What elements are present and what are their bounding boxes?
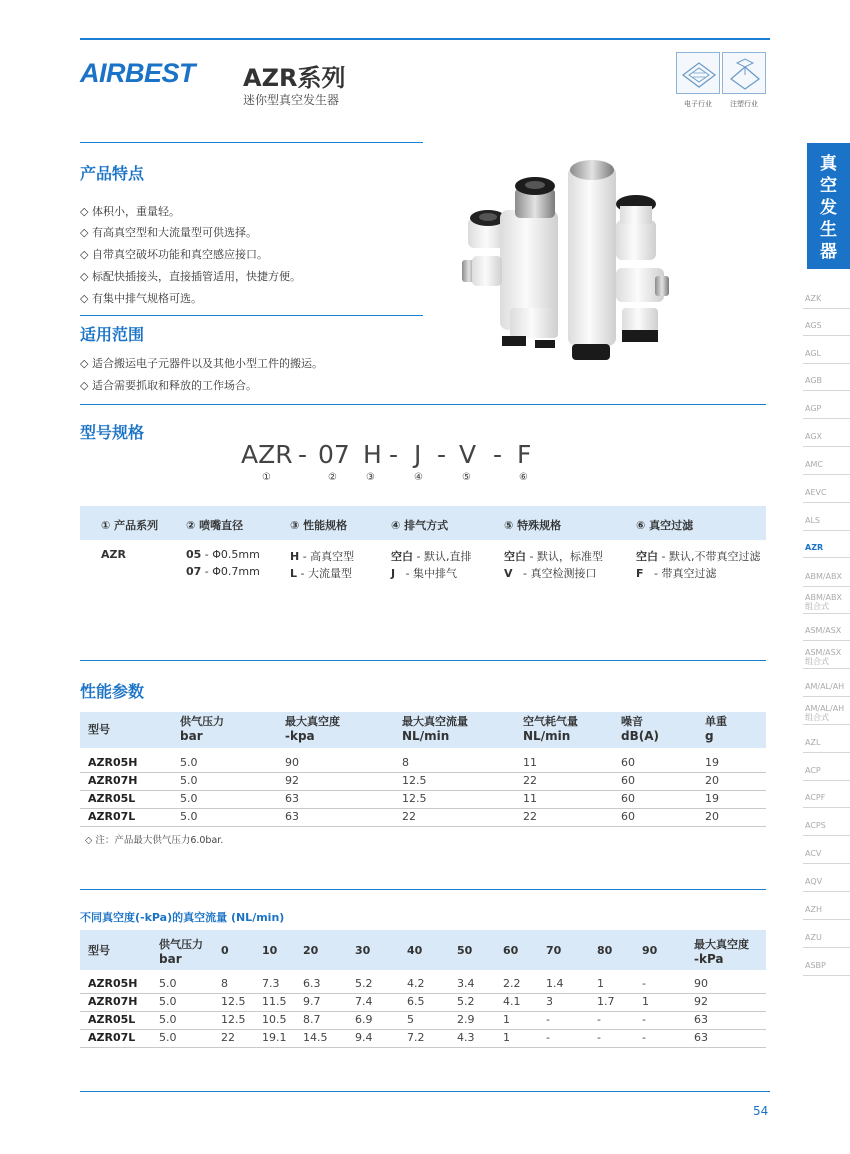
side-nav-divider [803, 640, 850, 641]
industry-label-molding: 注塑行业 [730, 100, 758, 108]
spec-option-code: V [504, 567, 513, 580]
perf-header [88, 722, 110, 737]
flow-cell: 12.5 [221, 995, 246, 1008]
perf-header-unit: NL/min [523, 729, 571, 743]
flow-header-unit: -kPa [694, 952, 724, 966]
flow-cell: 6.9 [355, 1013, 373, 1026]
perf-header [180, 714, 224, 744]
spec-series: AZR [101, 548, 126, 561]
flow-cell: 63 [694, 1013, 708, 1026]
spec-option-code: 空白 [636, 550, 658, 563]
feature-item: ◇ 体积小，重量轻。 [80, 205, 180, 218]
flow-cell: 1.4 [546, 977, 564, 990]
spec-option-code: J [391, 567, 396, 580]
flow-header [159, 937, 203, 967]
flow-model-cell: AZR05L [88, 1013, 136, 1026]
side-nav-item: ACV [805, 849, 822, 858]
spec-option-desc: - Φ0.5mm [201, 548, 260, 561]
flow-cell: 14.5 [303, 1031, 328, 1044]
tab-char: 器 [820, 242, 837, 262]
perf-cell: 60 [621, 756, 635, 769]
flow-cell: 7.4 [355, 995, 373, 1008]
model-code-part: H [363, 440, 382, 469]
side-nav-divider [803, 668, 850, 669]
perf-header [285, 714, 340, 744]
spec-option-desc: - 默认,直排 [413, 550, 472, 563]
model-spec-title: 型号规格 [80, 423, 145, 442]
flow-header-name: 70 [546, 944, 562, 957]
feature-item: ◇ 标配快插接头，直接插管适用，快捷方便。 [80, 270, 301, 283]
footnote: ◇ 注：产品最大供气压力6.0bar. [85, 835, 224, 846]
flow-cell: 11.5 [262, 995, 287, 1008]
side-nav-item: ASM/ASX 组合式 [805, 648, 842, 666]
flow-cell: 63 [694, 1031, 708, 1044]
flow-header-name: 30 [355, 944, 371, 957]
perf-header-name: 空气耗气量 [523, 715, 578, 728]
side-nav-divider [803, 780, 850, 781]
perf-cell: 12.5 [402, 774, 427, 787]
flow-header [694, 937, 749, 967]
flow-cell: 6.5 [407, 995, 425, 1008]
flow-cell: 1 [503, 1031, 510, 1044]
side-nav-item: AGL [805, 349, 821, 358]
flow-header-name: 20 [303, 944, 319, 957]
side-nav-divider [803, 919, 850, 920]
electronics-industry-icon [676, 52, 720, 94]
spec-option [391, 548, 471, 564]
row-divider [80, 790, 766, 791]
feature-item: ◇ 有集中排气规格可选。 [80, 292, 202, 305]
flow-cell: 19.1 [262, 1031, 287, 1044]
spec-header: ⑥ 真空过滤 [636, 519, 694, 532]
flow-header-name: 最大真空度 [694, 938, 749, 951]
flow-header-name: 40 [407, 944, 423, 957]
side-nav-item: AZR [805, 543, 824, 552]
model-code-part: F [517, 440, 532, 469]
flow-cell: 4.2 [407, 977, 425, 990]
flow-cell: 22 [221, 1031, 235, 1044]
side-nav-divider [803, 363, 850, 364]
flow-cell: 3 [546, 995, 553, 1008]
flow-header [457, 943, 472, 958]
side-nav-item: ACP [805, 766, 821, 775]
flow-header [262, 943, 277, 958]
flow-cell: 9.4 [355, 1031, 373, 1044]
spec-header: ⑤ 特殊规格 [504, 519, 562, 532]
side-nav-item: AM/AL/AH 组合式 [805, 704, 845, 722]
flow-cell: 1.7 [597, 995, 615, 1008]
flow-header [407, 943, 422, 958]
performance-title: 性能参数 [80, 682, 145, 701]
feature-item: ◇ 有高真空型和大流量型可供选择。 [80, 226, 257, 239]
scope-title: 适用范围 [80, 325, 145, 344]
perf-cell: 63 [285, 792, 299, 805]
flow-cell: 9.7 [303, 995, 321, 1008]
side-nav-item: ACPF [805, 793, 826, 802]
side-nav-item: ALS [805, 516, 821, 525]
flow-header-name: 80 [597, 944, 613, 957]
product-photo [440, 158, 690, 376]
model-code-mark: ④ [414, 472, 423, 483]
spec-option-code: L [290, 567, 298, 580]
side-nav-divider [803, 891, 850, 892]
spec-header: ④ 排气方式 [391, 519, 449, 532]
flow-cell: 5.0 [159, 1031, 177, 1044]
spec-option [636, 565, 716, 581]
flow-cell: 2.2 [503, 977, 521, 990]
flow-cell: 5.2 [355, 977, 373, 990]
section-rule [80, 315, 423, 316]
flow-cell: 7.2 [407, 1031, 425, 1044]
side-nav-divider [803, 835, 850, 836]
model-code-part: - [437, 440, 447, 469]
spec-option-code: H [290, 550, 300, 563]
section-rule [80, 889, 766, 890]
perf-model-cell: AZR07L [88, 810, 136, 823]
model-code-mark: ① [262, 472, 271, 483]
flow-cell: 3.4 [457, 977, 475, 990]
side-nav-item: AZL [805, 738, 821, 747]
spec-option-desc: - 默认,不带真空过滤 [658, 550, 761, 563]
flow-cell: 5.0 [159, 977, 177, 990]
perf-header-unit: -kpa [285, 729, 315, 743]
side-nav-divider [803, 446, 850, 447]
perf-cell: 5.0 [180, 792, 198, 805]
industry-label-electronics: 电子行业 [684, 100, 712, 108]
section-rule [80, 404, 766, 405]
flow-header-name: 60 [503, 944, 519, 957]
side-nav-divider [803, 863, 850, 864]
top-rule [80, 38, 770, 40]
perf-cell: 22 [402, 810, 416, 823]
perf-cell: 20 [705, 810, 719, 823]
perf-cell: 8 [402, 756, 409, 769]
side-nav-divider [803, 947, 850, 948]
flow-cell: - [642, 977, 646, 990]
spec-option [391, 565, 457, 581]
spec-option-desc: - 带真空过滤 [643, 567, 717, 580]
row-divider [80, 808, 766, 809]
perf-header-name: 噪音 [621, 715, 643, 728]
perf-header-unit: bar [180, 729, 203, 743]
perf-cell: 90 [285, 756, 299, 769]
side-nav-divider [803, 335, 850, 336]
side-nav-item: AMC [805, 460, 823, 469]
side-nav-item: AGB [805, 376, 823, 385]
flow-header-name: 10 [262, 944, 278, 957]
row-divider [80, 1047, 766, 1048]
flow-cell: - [597, 1013, 601, 1026]
flow-header-name: 型号 [88, 944, 110, 957]
flow-cell: 5.0 [159, 1013, 177, 1026]
spec-option [186, 565, 260, 578]
injection-molding-industry-icon [722, 52, 766, 94]
flow-cell: 1 [597, 977, 604, 990]
flow-cell: - [546, 1013, 550, 1026]
perf-cell: 22 [523, 774, 537, 787]
perf-cell: 19 [705, 792, 719, 805]
flow-model-cell: AZR07H [88, 995, 138, 1008]
perf-cell: 5.0 [180, 756, 198, 769]
side-nav-divider [803, 807, 850, 808]
flow-header [355, 943, 370, 958]
row-divider [80, 1011, 766, 1012]
side-nav-item: ASM/ASX [805, 626, 842, 635]
perf-header-name: 供气压力 [180, 715, 224, 728]
spec-option-desc: - Φ0.7mm [201, 565, 260, 578]
perf-header-name: 最大真空度 [285, 715, 340, 728]
side-nav-divider [803, 586, 850, 587]
side-nav-divider [803, 724, 850, 725]
flow-header [503, 943, 518, 958]
side-nav-divider [803, 752, 850, 753]
flow-cell: 10.5 [262, 1013, 287, 1026]
flow-cell: 90 [694, 977, 708, 990]
side-nav-item: AGX [805, 432, 823, 441]
spec-option-desc: - 集中排气 [395, 567, 458, 580]
spec-header: ③ 性能规格 [290, 519, 348, 532]
perf-header [523, 714, 578, 744]
side-nav-divider [803, 557, 850, 558]
spec-option-code: 空白 [391, 550, 413, 563]
flow-header-name: 50 [457, 944, 473, 957]
flow-header [221, 943, 229, 958]
flow-header-name: 90 [642, 944, 658, 957]
perf-cell: 22 [523, 810, 537, 823]
flow-table-title: 不同真空度(-kPa)的真空流量 (NL/min) [80, 911, 285, 924]
section-rule [80, 142, 423, 143]
flow-header [597, 943, 612, 958]
spec-option [636, 548, 760, 564]
model-code-mark: ⑥ [519, 472, 528, 483]
page-number: 54 [753, 1104, 769, 1118]
perf-cell: 20 [705, 774, 719, 787]
flow-cell: 12.5 [221, 1013, 246, 1026]
perf-model-cell: AZR05L [88, 792, 136, 805]
spec-header: ① 产品系列 [101, 519, 159, 532]
model-code-part: J [414, 440, 422, 469]
spec-option-desc: - 默认，标准型 [526, 550, 603, 563]
scope-item: ◇ 适合搬运电子元器件以及其他小型工件的搬运。 [80, 357, 323, 370]
spec-option-code: 05 [186, 548, 202, 561]
flow-cell: 6.3 [303, 977, 321, 990]
flow-cell: - [642, 1013, 646, 1026]
tab-char: 真 [820, 154, 837, 174]
side-nav-divider [803, 418, 850, 419]
category-tab [807, 143, 850, 269]
perf-header-unit: NL/min [402, 729, 450, 743]
side-nav-item: AZK [805, 294, 822, 303]
side-nav-item: ACPS [805, 821, 826, 830]
perf-header-unit: g [705, 729, 714, 743]
side-nav-divider [803, 975, 850, 976]
spec-option [290, 548, 354, 564]
row-divider [80, 993, 766, 994]
perf-header [705, 714, 727, 744]
flow-cell: 8.7 [303, 1013, 321, 1026]
tab-char: 生 [820, 220, 837, 240]
page-subtitle: 迷你型真空发生器 [243, 93, 340, 107]
model-code-part: 07 [318, 440, 350, 469]
perf-cell: 5.0 [180, 810, 198, 823]
perf-header-name: 单重 [705, 715, 727, 728]
flow-cell: 7.3 [262, 977, 280, 990]
model-code-mark: ③ [366, 472, 375, 483]
row-divider [80, 1029, 766, 1030]
side-nav-divider [803, 530, 850, 531]
spec-option-code: F [636, 567, 644, 580]
flow-model-cell: AZR07L [88, 1031, 136, 1044]
page-title: AZR系列 [243, 64, 346, 92]
perf-cell: 92 [285, 774, 299, 787]
side-nav-item: AEVC [805, 488, 827, 497]
perf-model-cell: AZR07H [88, 774, 138, 787]
flow-cell: 4.3 [457, 1031, 475, 1044]
model-code-part: - [389, 440, 399, 469]
flow-header [88, 943, 110, 958]
perf-cell: 11 [523, 756, 537, 769]
perf-header-unit: dB(A) [621, 729, 659, 743]
flow-header-name: 供气压力 [159, 938, 203, 951]
flow-cell: 2.9 [457, 1013, 475, 1026]
flow-cell: 1 [503, 1013, 510, 1026]
row-divider [80, 772, 766, 773]
flow-cell: - [642, 1031, 646, 1044]
side-nav-item: ABM/ABX [805, 572, 842, 581]
spec-option-code: 空白 [504, 550, 526, 563]
model-code-part: - [298, 440, 308, 469]
flow-header [546, 943, 561, 958]
spec-header: ② 喷嘴直径 [186, 519, 244, 532]
perf-cell: 60 [621, 810, 635, 823]
side-nav-divider [803, 308, 850, 309]
perf-cell: 60 [621, 774, 635, 787]
spec-option-code: 07 [186, 565, 202, 578]
perf-cell: 19 [705, 756, 719, 769]
flow-cell: 1 [642, 995, 649, 1008]
bottom-rule [80, 1091, 770, 1092]
scope-item: ◇ 适合需要抓取和释放的工作场合。 [80, 379, 257, 392]
model-code-part: V [459, 440, 477, 469]
model-code-mark: ⑤ [462, 472, 471, 483]
side-nav-item: ABM/ABX 组合式 [805, 593, 842, 611]
side-nav-divider [803, 613, 850, 614]
side-nav-divider [803, 390, 850, 391]
brand-logo: AIRBEST [80, 58, 196, 88]
spec-option-desc: - 真空检测接口 [512, 567, 597, 580]
perf-header [621, 714, 659, 744]
perf-cell: 5.0 [180, 774, 198, 787]
flow-header-unit: bar [159, 952, 182, 966]
spec-option [186, 548, 260, 561]
flow-cell: 4.1 [503, 995, 521, 1008]
model-code-part: AZR [241, 440, 293, 469]
flow-cell: 5.0 [159, 995, 177, 1008]
perf-header-name: 最大真空流量 [402, 715, 468, 728]
perf-cell: 12.5 [402, 792, 427, 805]
side-nav-item: AZU [805, 933, 822, 942]
feature-item: ◇ 自带真空破坏功能和真空感应接口。 [80, 248, 268, 261]
flow-cell: 5.2 [457, 995, 475, 1008]
spec-option [504, 548, 603, 564]
spec-option-desc: - 高真空型 [299, 550, 355, 563]
side-nav-item: AQV [805, 877, 823, 886]
side-nav-divider [803, 502, 850, 503]
flow-header [642, 943, 657, 958]
flow-cell: 92 [694, 995, 708, 1008]
flow-cell: - [597, 1031, 601, 1044]
model-code-mark: ② [328, 472, 337, 483]
features-title: 产品特点 [80, 164, 145, 183]
side-nav-item: AGS [805, 321, 822, 330]
tab-char: 空 [820, 176, 837, 196]
perf-cell: 63 [285, 810, 299, 823]
perf-header [402, 714, 468, 744]
perf-cell: 11 [523, 792, 537, 805]
side-nav-item: AM/AL/AH [805, 682, 845, 691]
flow-header [303, 943, 318, 958]
perf-model-cell: AZR05H [88, 756, 138, 769]
perf-header-name: 型号 [88, 723, 110, 736]
side-nav-item: AZH [805, 905, 822, 914]
flow-cell: 8 [221, 977, 228, 990]
side-nav-divider [803, 474, 850, 475]
spec-option-desc: - 大流量型 [297, 567, 352, 580]
flow-cell: 5 [407, 1013, 414, 1026]
model-code-part: - [493, 440, 503, 469]
perf-cell: 60 [621, 792, 635, 805]
flow-cell: - [546, 1031, 550, 1044]
flow-model-cell: AZR05H [88, 977, 138, 990]
row-divider [80, 826, 766, 827]
side-nav-item: ASBP [805, 961, 826, 970]
side-nav-divider [803, 696, 850, 697]
side-nav-item: AGP [805, 404, 822, 413]
spec-option [504, 565, 596, 581]
spec-option [290, 565, 352, 581]
section-rule [80, 660, 766, 661]
tab-char: 发 [820, 198, 837, 218]
flow-header-name: 0 [221, 944, 229, 957]
